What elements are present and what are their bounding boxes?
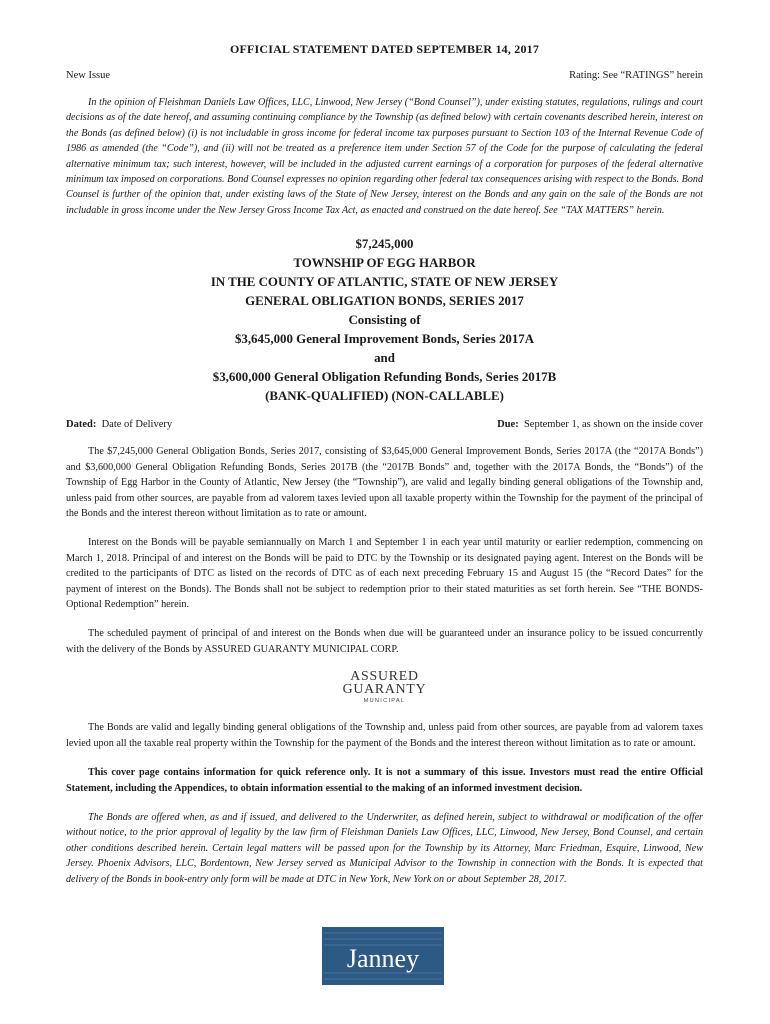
paragraph-interest: Interest on the Bonds will be payable semiannually on March 1 and September 1 in each year until maturity or earlier redemption, commencing on March 1, 2018. Principal of and interest on the Bonds will be paid to DTC by the Township or its designated paying agent. Interest on the Bonds will be credited to the participants of DTC as listed on the records of DTC as of each next preceding February 15 and August 15 (the “Record Dates” for the payment of interest on the Bonds). The Bonds shall not be subject to redemption prior to their stated maturities as set forth herein. See “THE BONDS-Optional Redemption” herein. [66, 537, 703, 611]
bond-amount: $7,245,000 [355, 237, 414, 252]
janney-logo-mark [322, 927, 444, 985]
paragraph-bonds-description: The $7,245,000 General Obligation Bonds, Series 2017, consisting of $3,645,000 General Improvement Bonds, Series 2017A (the “2017A Bonds”) and $3,600,000 General Obligation Refunding Bonds, Series 2017B (the “2017B Bonds” and, together with the 2017A Bonds, the “Bonds”) of the Township of Egg Harbor in the County of Atlantic, New Jersey (the “Township”), are valid and legally binding general obligations of the Township and, unless paid from other sources, are payable from ad valorem taxes levied upon all taxable property within the Township for the payment of the principal of the Bonds and the interest thereon without limitation as to rate or amount. [66, 446, 703, 520]
statement-title: OFFICIAL STATEMENT DATED SEPTEMBER 14, 2017 [229, 42, 540, 56]
logo-line-1: ASSURED [350, 668, 419, 684]
dated-due-row [66, 419, 703, 430]
dated-value: Date of Delivery [101, 419, 173, 431]
bond-qualifier: (BANK-QUALIFIED) (NON-CALLABLE) [265, 388, 504, 403]
paragraph-obligations: The Bonds are valid and legally binding general obligations of the Township and, unless paid from other sources, are payable from ad valorem taxes levied upon all the taxable real property within the Township for the payment of the Bonds and the interest thereon without limitation as to rate or amount. [66, 722, 703, 749]
paragraph-insurance: The scheduled payment of principal of and interest on the Bonds when due will be guaranteed under an insurance policy to be issued concurrently with the delivery of the Bonds by ASSURED GUARANTY MUNICIPAL CORP. [66, 628, 703, 655]
and-connector: and [374, 350, 395, 365]
consisting-of: Consisting of [348, 312, 421, 327]
due-field [497, 419, 703, 430]
issuer-name: TOWNSHIP OF EGG HARBOR [293, 256, 476, 271]
header-row [66, 70, 703, 81]
bond-heading [66, 235, 703, 405]
logo-line-2: GUARANTY [342, 681, 427, 697]
dated-label: Dated: [66, 419, 97, 431]
series-a: $3,645,000 General Improvement Bonds, Series 2017A [234, 331, 535, 346]
dated-field [66, 419, 172, 430]
janney-wordmark: Janney [346, 944, 420, 973]
issue-label: New Issue [66, 70, 111, 81]
logo-line-3: MUNICIPAL [363, 698, 406, 705]
paragraph-offering: The Bonds are offered when, as and if issued, and delivered to the Underwriter, as defined herein, subject to withdrawal or modification of the offer without notice, to the prior approval of legality by the law firm of Fleishman Daniels Law Offices, LLC, Linwood, New Jersey, Bond Counsel, and certain other conditions described herein. Certain legal matters will be passed upon for the Township by its Attorney, Marc Friedman, Esquire, Linwood, New Jersey. Phoenix Advisors, LLC, Bordentown, New Jersey served as Municipal Advisor to the Township in connection with the Bonds. It is expected that delivery of the Bonds in book-entry only form will be made at DTC in New York, New York on or about September 28, 2017. [66, 811, 703, 885]
assured-guaranty-logo [66, 669, 703, 708]
paragraph-quick-reference: This cover page contains information for quick reference only. It is not a summary of this issue. Investors must read the entire Official Statement, including the Appendices, to obtain information essential to the making of an informed investment decision. [66, 767, 703, 794]
tax-opinion-paragraph: In the opinion of Fleishman Daniels Law Offices, LLC, Linwood, New Jersey (“Bond Counsel”), under existing statutes, regulations, rulings and court decisions as of the date hereof, and assuming continuing compliance by the Township (as defined below) with certain covenants described herein, interest on the Bonds (as defined below) (i) is not includable in gross income for federal income tax purposes pursuant to Section 103 of the Internal Revenue Code of 1986 as amended (the “Code”), and (ii) will not be treated as a preference item under Section 57 of the Code for the purpose of calculating the federal alternative minimum tax; such interest, however, will be included in the adjusted current earnings of a corporation for purposes of the federal alternative minimum tax imposed on corporations. Bond Counsel expresses no opinion regarding other federal tax consequences arising with respect to the Bonds. Bond Counsel is further of the opinion that, under existing laws of the State of New Jersey, interest on the Bonds and any gain on the sale of the Bonds are not includable in gross income under the New Jersey Gross Income Tax Act, as enacted and construed on the date hereof. See “TAX MATTERS” herein. [66, 97, 703, 216]
due-label: Due: [497, 419, 519, 431]
series-b: $3,600,000 General Obligation Refunding Bonds, Series 2017B [212, 369, 557, 384]
issuer-county: IN THE COUNTY OF ATLANTIC, STATE OF NEW JERSEY [210, 275, 559, 290]
janney-logo [322, 927, 444, 985]
due-value: September 1, as shown on the inside cover [523, 419, 703, 431]
rating-label: Rating: See “RATINGS” herein [569, 70, 703, 81]
bond-series: GENERAL OBLIGATION BONDS, SERIES 2017 [245, 293, 524, 308]
document-page [66, 42, 703, 887]
